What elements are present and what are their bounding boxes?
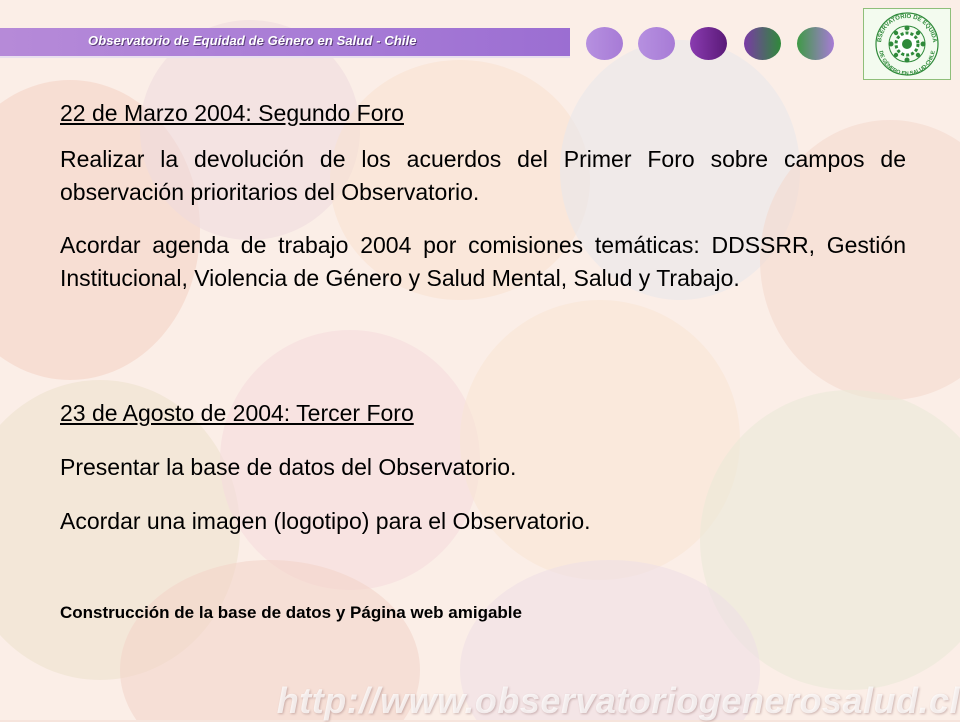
website-url: http://www.observatoriogenerosalud.cl <box>276 680 960 721</box>
logo-bottom-text: DE GÉNERO EN SALUD-CHILE <box>877 50 937 78</box>
paragraph: Acordar agenda de trabajo 2004 por comisiones temáticas: DDSSRR, Gestión Institucional, Violencia de Género y Salud Mental, Salud y Trabajo. <box>60 232 906 291</box>
paragraph: Presentar la base de datos del Observatorio. <box>60 454 517 480</box>
section-heading: 23 de Agosto de 2004: Tercer Foro <box>60 400 414 426</box>
header-title: Observatorio de Equidad de Género en Salud - Chile <box>88 33 417 48</box>
second-item-1 <box>60 451 906 484</box>
dot-lavender-1-icon <box>586 27 623 60</box>
dot-purple-icon <box>690 27 727 60</box>
logo-top-text: BSERVATORIO DE EQUIDA <box>877 13 938 43</box>
first-item-1 <box>60 143 906 209</box>
dot-lavender-2-icon <box>638 27 675 60</box>
observatory-logo <box>863 8 951 80</box>
first-item-2 <box>60 229 906 295</box>
logo-emblem <box>864 9 950 79</box>
section-third-forum <box>60 400 906 427</box>
paragraph: Acordar una imagen (logotipo) para el Observatorio. <box>60 508 591 534</box>
dot-green-lavender-icon <box>797 27 834 60</box>
dot-green-purple-icon <box>744 27 781 60</box>
section-heading: 22 de Marzo 2004: Segundo Foro <box>60 100 404 126</box>
paragraph: Realizar la devolución de los acuerdos del Primer Foro sobre campos de observación prioritarios del Observatorio. <box>60 146 906 205</box>
footer-note: Construcción de la base de datos y Página web amigable <box>60 603 522 622</box>
second-item-2 <box>60 505 906 538</box>
section-second-forum <box>60 100 906 127</box>
